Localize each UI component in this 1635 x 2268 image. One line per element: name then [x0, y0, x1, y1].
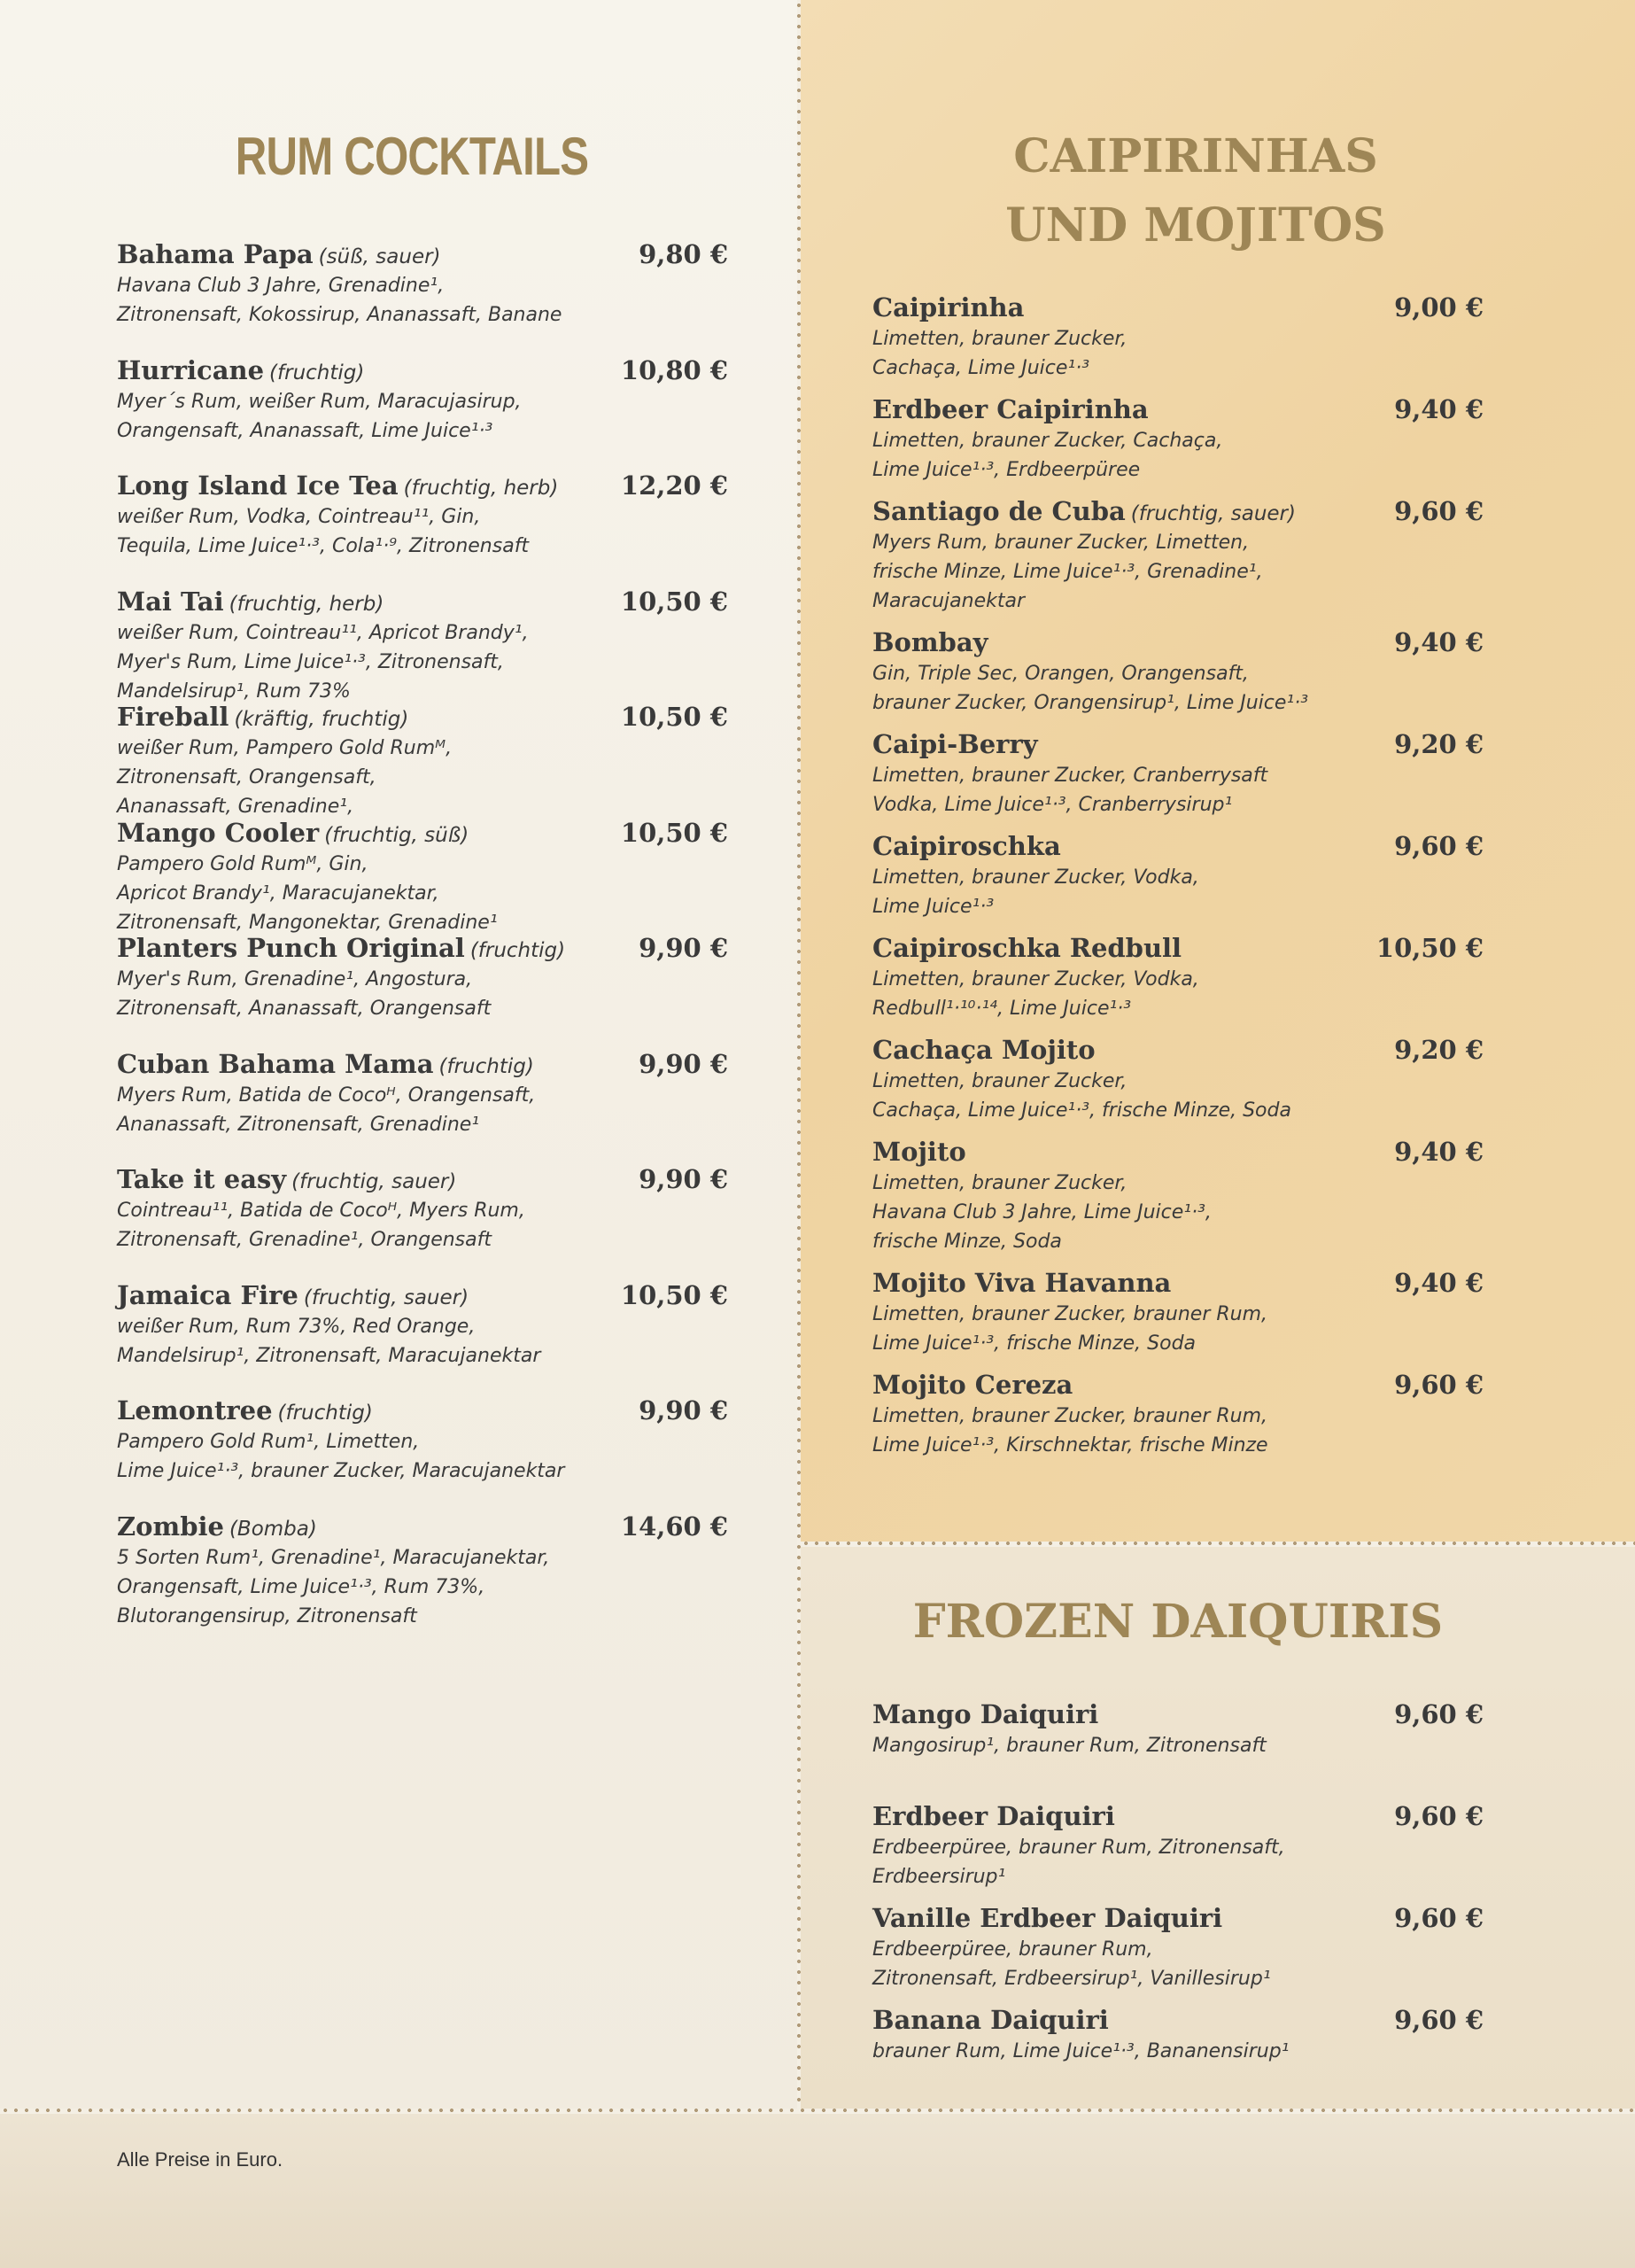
horizontal-dotted-divider-right	[801, 1542, 1635, 1545]
menu-item-ingredients	[872, 761, 1484, 819]
menu-item	[117, 1280, 728, 1396]
menu-item	[872, 1801, 1484, 1903]
ingredient-line: brauner Rum, Lime Juice¹·³, Bananensirup¹	[872, 2040, 1290, 2062]
menu-item-price: 9,00 €	[1394, 292, 1484, 322]
ingredient-line: Lime Juice¹·³	[872, 896, 995, 918]
menu-item-taste-note: (fruchtig)	[277, 1402, 373, 1425]
menu-item-ingredients	[872, 324, 1484, 383]
menu-item-name: Mojito Viva Havanna	[872, 1268, 1172, 1298]
menu-item-name: Long Island Ice Tea	[117, 470, 399, 501]
menu-item-header	[872, 831, 1484, 863]
menu-item-taste-note: (fruchtig)	[438, 1054, 534, 1078]
menu-item-price: 10,50 €	[620, 817, 728, 848]
horizontal-dotted-divider-footer	[0, 2109, 1635, 2112]
vertical-dotted-divider	[797, 0, 801, 2109]
menu-item	[872, 496, 1484, 627]
frozen-daiquiris-heading: FROZEN DAIQUIRIS	[912, 1595, 1444, 1649]
menu-item-price: 10,50 €	[620, 702, 728, 732]
menu-item	[872, 1035, 1484, 1137]
ingredient-line: Myers Rum, brauner Zucker, Limetten,	[872, 532, 1250, 554]
menu-item-name: Caipiroschka	[872, 831, 1061, 861]
ingredient-line: Myer's Rum, Grenadine¹, Angostura,	[117, 968, 473, 990]
menu-item-price: 14,60 €	[620, 1511, 728, 1542]
menu-item-ingredients	[117, 1196, 728, 1254]
frozen-daiquiris-list	[872, 1699, 1484, 2107]
menu-item	[117, 355, 728, 471]
ingredient-line: weißer Rum, Rum 73%, Red Orange,	[117, 1315, 476, 1338]
menu-item-ingredients	[117, 271, 728, 330]
ingredient-line: brauner Zucker, Orangensirup¹, Lime Juice¹·³	[872, 692, 1309, 714]
menu-item-name: Cuban Bahama Mama	[117, 1048, 434, 1079]
menu-item-header	[872, 496, 1484, 528]
menu-item-price: 10,50 €	[620, 1279, 728, 1310]
menu-item-name: Bombay	[872, 627, 988, 657]
menu-item-ingredients	[872, 863, 1484, 921]
menu-item-price: 9,40 €	[1394, 627, 1484, 657]
menu-item	[117, 1395, 728, 1511]
menu-item-taste-note: (fruchtig, sauer)	[1130, 502, 1296, 525]
ingredient-line: Havana Club 3 Jahre, Grenadine¹,	[117, 275, 445, 297]
menu-item-price: 10,50 €	[1375, 933, 1484, 963]
ingredient-line: frische Minze, Soda	[872, 1231, 1062, 1253]
menu-item-header	[872, 1268, 1484, 1300]
ingredient-line: Myers Rum, Batida de Cocoᴴ, Orangensaft,	[117, 1084, 536, 1107]
ingredient-line: Mangosirup¹, brauner Rum, Zitronensaft	[872, 1735, 1267, 1757]
menu-item-name: Caipi-Berry	[872, 729, 1038, 759]
menu-item-price: 12,20 €	[620, 470, 728, 501]
menu-item-header	[872, 627, 1484, 659]
menu-item-name: Mango Cooler	[117, 817, 320, 848]
menu-item-price: 9,90 €	[639, 1048, 728, 1079]
menu-item-ingredients	[117, 1081, 728, 1139]
ingredient-line: Maracujanektar	[872, 590, 1025, 612]
menu-item-header	[872, 1035, 1484, 1067]
menu-item-name: Lemontree	[117, 1395, 273, 1425]
menu-item-price: 9,40 €	[1394, 394, 1484, 424]
menu-item	[872, 831, 1484, 933]
menu-item-ingredients	[872, 426, 1484, 485]
menu-item-header	[117, 1511, 728, 1543]
menu-item-header	[117, 586, 728, 618]
menu-item-price: 9,60 €	[1394, 1699, 1484, 1729]
menu-item	[872, 627, 1484, 729]
ingredient-line: Zitronensaft, Kokossirup, Ananassaft, Banane	[117, 304, 562, 326]
rum-cocktails-list	[117, 239, 728, 1627]
menu-item	[872, 292, 1484, 394]
ingredient-line: Limetten, brauner Zucker, Cachaça,	[872, 430, 1223, 452]
menu-item-name: Erdbeer Caipirinha	[872, 394, 1149, 424]
ingredient-line: Pampero Gold Rumᴹ, Gin,	[117, 852, 368, 875]
ingredient-line: Limetten, brauner Zucker,	[872, 1070, 1127, 1092]
menu-item-price: 9,90 €	[639, 1164, 728, 1194]
menu-item	[872, 1137, 1484, 1268]
menu-item-name: Santiago de Cuba	[872, 496, 1126, 526]
menu-item-name: Fireball	[117, 702, 229, 732]
menu-item-name: Bahama Papa	[117, 239, 314, 269]
menu-item-ingredients	[117, 1312, 728, 1371]
menu-item-price: 9,20 €	[1394, 729, 1484, 759]
menu-item-price: 9,60 €	[1394, 831, 1484, 861]
ingredient-line: Limetten, brauner Zucker,	[872, 1172, 1127, 1194]
ingredient-line: Limetten, brauner Zucker, Vodka,	[872, 968, 1199, 990]
menu-item-price: 9,40 €	[1394, 1268, 1484, 1298]
menu-item-header	[872, 1370, 1484, 1402]
footer-background	[0, 2114, 1635, 2268]
ingredient-line: Cointreau¹¹, Batida de Cocoᴴ, Myers Rum,	[117, 1200, 525, 1222]
caipirinhas-list	[872, 292, 1484, 1472]
ingredient-line: Lime Juice¹·³, Kirschnektar, frische Minze	[872, 1434, 1268, 1456]
ingredient-line: Lime Juice¹·³, Erdbeerpüree	[872, 459, 1141, 481]
menu-item-header	[872, 1699, 1484, 1731]
ingredient-line: Limetten, brauner Zucker, brauner Rum,	[872, 1405, 1268, 1427]
ingredient-line: Limetten, brauner Zucker, Cranberrysaft	[872, 765, 1268, 787]
menu-item-header	[872, 933, 1484, 965]
ingredient-line: Zitronensaft, Erdbeersirup¹, Vanillesirup¹	[872, 1968, 1271, 1990]
menu-item-price: 9,40 €	[1394, 1137, 1484, 1167]
menu-item-ingredients	[117, 618, 728, 706]
menu-item-header	[117, 1049, 728, 1081]
menu-item-ingredients	[117, 502, 728, 561]
menu-item	[872, 2005, 1484, 2107]
menu-item-ingredients	[117, 734, 728, 821]
menu-item-taste-note: (fruchtig, herb)	[403, 477, 559, 500]
ingredient-line: Erdbeersirup¹	[872, 1866, 1006, 1888]
menu-item-price: 9,90 €	[639, 1395, 728, 1425]
menu-item-price: 9,60 €	[1394, 1903, 1484, 1933]
menu-item-ingredients	[872, 965, 1484, 1023]
menu-item-header	[872, 2005, 1484, 2037]
menu-item-taste-note: (fruchtig, herb)	[229, 592, 384, 616]
menu-item-taste-note: (fruchtig, sauer)	[291, 1170, 457, 1193]
menu-item-header	[872, 1903, 1484, 1935]
menu-item-header	[117, 355, 728, 387]
ingredient-line: Zitronensaft, Grenadine¹, Orangensaft	[117, 1229, 492, 1251]
menu-item	[117, 933, 728, 1049]
ingredient-line: Blutorangensirup, Zitronensaft	[117, 1604, 417, 1627]
menu-item-price: 10,80 €	[620, 354, 728, 385]
menu-item-ingredients	[872, 1067, 1484, 1125]
menu-item-header	[117, 470, 728, 502]
menu-item	[117, 470, 728, 586]
menu-item-ingredients	[872, 659, 1484, 718]
menu-item-taste-note: (Bomba)	[229, 1517, 317, 1541]
menu-item	[117, 239, 728, 355]
ingredient-line: Zitronensaft, Mangonektar, Grenadine¹	[117, 911, 498, 934]
menu-item-name: Mango Daiquiri	[872, 1699, 1099, 1729]
ingredient-line: weißer Rum, Pampero Gold Rumᴹ,	[117, 737, 453, 759]
ingredient-line: frische Minze, Lime Juice¹·³, Grenadine¹,	[872, 561, 1263, 583]
ingredient-line: Cachaça, Lime Juice¹·³	[872, 357, 1090, 379]
menu-item-name: Planters Punch Original	[117, 933, 465, 963]
caipirinhas-heading-line2: UND MOJITOS	[1005, 198, 1386, 252]
ingredient-line: Redbull¹·¹⁰·¹⁴, Lime Juice¹·³	[872, 998, 1132, 1020]
menu-item-taste-note: (fruchtig)	[469, 939, 566, 962]
ingredient-line: Pampero Gold Rum¹, Limetten,	[117, 1431, 420, 1453]
menu-item-name: Erdbeer Daiquiri	[872, 1801, 1115, 1831]
ingredient-line: Havana Club 3 Jahre, Lime Juice¹·³,	[872, 1201, 1212, 1223]
menu-item-name: Mojito	[872, 1137, 966, 1167]
ingredient-line: Zitronensaft, Ananassaft, Orangensaft	[117, 998, 492, 1020]
menu-item-name: Mai Tai	[117, 586, 224, 617]
menu-item-taste-note: (fruchtig, süß)	[324, 823, 469, 847]
menu-item-ingredients	[872, 1402, 1484, 1460]
menu-item-ingredients	[117, 850, 728, 937]
ingredient-line: Tequila, Lime Juice¹·³, Cola¹·⁹, Zitronensaft	[117, 535, 530, 557]
menu-item	[872, 1903, 1484, 2005]
menu-item-header	[117, 1395, 728, 1427]
menu-item-ingredients	[872, 528, 1484, 616]
menu-item	[872, 729, 1484, 831]
menu-item-price: 9,60 €	[1394, 496, 1484, 526]
caipirinhas-heading	[903, 122, 1488, 260]
ingredient-line: Myer´s Rum, weißer Rum, Maracujasirup,	[117, 390, 522, 413]
menu-item-ingredients	[872, 1300, 1484, 1358]
menu-item-taste-note: (süß, sauer)	[318, 245, 441, 268]
ingredient-line: Orangensaft, Ananassaft, Lime Juice¹·³	[117, 419, 493, 442]
menu-item-header	[117, 1164, 728, 1196]
menu-item-header	[872, 1801, 1484, 1833]
menu-item	[117, 1049, 728, 1165]
menu-item-price: 9,60 €	[1394, 2005, 1484, 2035]
menu-item-ingredients	[872, 2037, 1484, 2066]
ingredient-line: Limetten, brauner Zucker, brauner Rum,	[872, 1303, 1268, 1325]
menu-item-price: 9,60 €	[1394, 1370, 1484, 1400]
menu-item-name: Mojito Cereza	[872, 1370, 1073, 1400]
footer-price-note: Alle Preise in Euro.	[117, 2148, 283, 2171]
menu-item	[117, 702, 728, 818]
ingredient-line: Cachaça, Lime Juice¹·³, frische Minze, Soda	[872, 1099, 1291, 1122]
menu-item-ingredients	[872, 1935, 1484, 1993]
menu-item-header	[872, 729, 1484, 761]
menu-item-ingredients	[872, 1731, 1484, 1760]
ingredient-line: Mandelsirup¹, Rum 73%	[117, 680, 351, 703]
menu-item-ingredients	[117, 1543, 728, 1631]
menu-item-name: Caipiroschka Redbull	[872, 933, 1182, 963]
menu-item-name: Hurricane	[117, 354, 265, 385]
menu-item-ingredients	[117, 1427, 728, 1486]
ingredient-line: 5 Sorten Rum¹, Grenadine¹, Maracujanektar,	[117, 1546, 550, 1569]
menu-item-ingredients	[117, 965, 728, 1023]
menu-item-ingredients	[872, 1169, 1484, 1256]
ingredient-line: Limetten, brauner Zucker, Vodka,	[872, 866, 1199, 889]
ingredient-line: Ananassaft, Grenadine¹,	[117, 796, 354, 818]
menu-item-header	[117, 818, 728, 850]
menu-item	[872, 1370, 1484, 1472]
ingredient-line: weißer Rum, Vodka, Cointreau¹¹, Gin,	[117, 506, 481, 528]
menu-item-header	[117, 1280, 728, 1312]
menu-item-header	[117, 239, 728, 271]
ingredient-line: Myer's Rum, Lime Juice¹·³, Zitronensaft,	[117, 650, 504, 673]
menu-item-name: Caipirinha	[872, 292, 1025, 322]
menu-item	[872, 933, 1484, 1035]
menu-item-price: 9,80 €	[639, 239, 728, 269]
menu-item-price: 9,20 €	[1394, 1035, 1484, 1065]
menu-item	[117, 586, 728, 703]
menu-item-header	[117, 933, 728, 965]
menu-item-name: Cachaça Mojito	[872, 1035, 1096, 1065]
menu-item-name: Banana Daiquiri	[872, 2005, 1109, 2035]
ingredient-line: Mandelsirup¹, Zitronensaft, Maracujanektar	[117, 1344, 541, 1367]
ingredient-line: Lime Juice¹·³, brauner Zucker, Maracujanektar	[117, 1460, 565, 1482]
ingredient-line: Orangensaft, Lime Juice¹·³, Rum 73%,	[117, 1575, 485, 1598]
ingredient-line: Apricot Brandy¹, Maracujanektar,	[117, 882, 439, 905]
menu-item-price: 9,60 €	[1394, 1801, 1484, 1831]
menu-item-taste-note: (fruchtig)	[269, 361, 365, 384]
menu-item	[872, 394, 1484, 496]
caipirinhas-heading-line1: CAIPIRINHAS	[1013, 129, 1378, 183]
menu-item	[117, 1164, 728, 1280]
menu-item-header	[872, 1137, 1484, 1169]
menu-item-header	[872, 292, 1484, 324]
ingredient-line: Vodka, Lime Juice¹·³, Cranberrysirup¹	[872, 794, 1233, 816]
menu-item	[872, 1699, 1484, 1801]
menu-item-name: Vanille Erdbeer Daiquiri	[872, 1903, 1223, 1933]
menu-item	[872, 1268, 1484, 1370]
menu-item-header	[117, 702, 728, 734]
ingredient-line: weißer Rum, Cointreau¹¹, Apricot Brandy¹,	[117, 621, 529, 644]
menu-item	[117, 1511, 728, 1627]
menu-item-price: 9,90 €	[639, 933, 728, 963]
ingredient-line: Erdbeerpüree, brauner Rum, Zitronensaft,	[872, 1837, 1285, 1859]
menu-item-taste-note: (kräftig, fruchtig)	[234, 708, 409, 731]
rum-cocktails-heading: RUM COCKTAILS	[235, 127, 589, 186]
ingredient-line: Erdbeerpüree, brauner Rum,	[872, 1938, 1153, 1961]
menu-item-name: Jamaica Fire	[117, 1279, 298, 1310]
ingredient-line: Lime Juice¹·³, frische Minze, Soda	[872, 1332, 1197, 1355]
menu-item	[117, 818, 728, 934]
ingredient-line: Ananassaft, Zitronensaft, Grenadine¹	[117, 1113, 480, 1136]
menu-item-ingredients	[872, 1833, 1484, 1891]
menu-item-taste-note: (fruchtig, sauer)	[303, 1285, 469, 1309]
menu-item-name: Take it easy	[117, 1164, 287, 1194]
menu-item-header	[872, 394, 1484, 426]
menu-item-name: Zombie	[117, 1511, 224, 1542]
ingredient-line: Zitronensaft, Orangensaft,	[117, 766, 376, 788]
ingredient-line: Gin, Triple Sec, Orangen, Orangensaft,	[872, 663, 1249, 685]
ingredient-line: Limetten, brauner Zucker,	[872, 328, 1127, 350]
menu-item-price: 10,50 €	[620, 586, 728, 617]
menu-item-ingredients	[117, 387, 728, 446]
